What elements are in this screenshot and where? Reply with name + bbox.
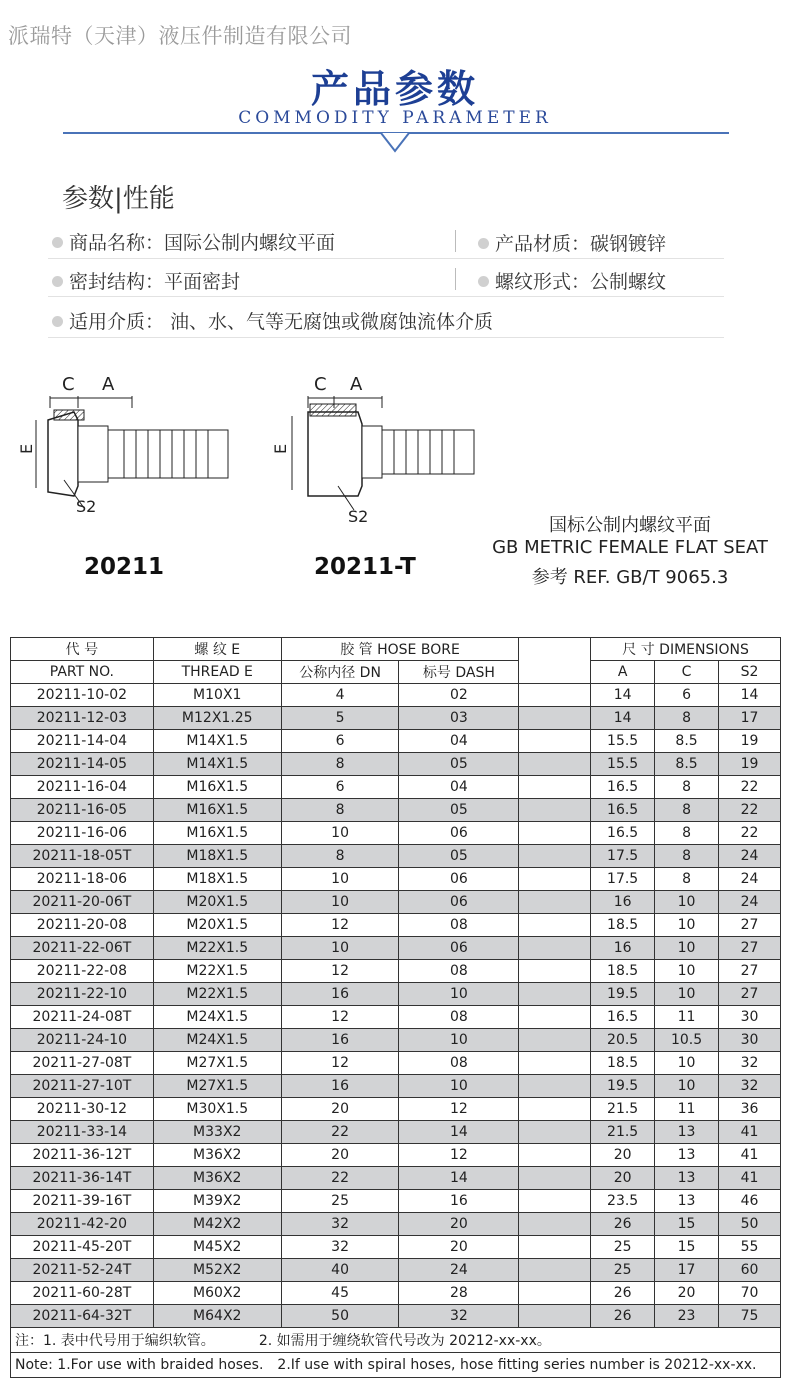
table-cell: 30 (719, 1029, 781, 1052)
table-cell: M10X1 (153, 684, 281, 707)
table-cell: 13 (655, 1190, 719, 1213)
table-cell: M42X2 (153, 1213, 281, 1236)
table-cell: 16.5 (591, 776, 655, 799)
table-cell: 20211-14-05 (11, 753, 154, 776)
table-cell: 16.5 (591, 1006, 655, 1029)
table-cell: 10 (655, 1075, 719, 1098)
table-cell: M16X1.5 (153, 799, 281, 822)
table-cell: 20211-36-14T (11, 1167, 154, 1190)
section-title: 参数|性能 (62, 184, 175, 214)
table-cell: 30 (719, 1006, 781, 1029)
table-cell: 20211-24-10 (11, 1029, 154, 1052)
table-cell: 26 (591, 1282, 655, 1305)
table-cell: 26 (591, 1305, 655, 1328)
bullet-icon (52, 237, 63, 248)
bullet-icon (52, 276, 63, 287)
table-cell: 8 (655, 822, 719, 845)
table-cell: 20.5 (591, 1029, 655, 1052)
header-thread-cn: 螺 纹 E (153, 638, 281, 661)
label-a: A (102, 374, 115, 395)
table-cell: 36 (719, 1098, 781, 1121)
label-s2: S2 (348, 507, 369, 526)
table-cell: 25 (281, 1190, 399, 1213)
table-row (11, 891, 781, 914)
table-cell: 27 (719, 914, 781, 937)
table-cell: 25 (591, 1236, 655, 1259)
table-row (11, 1052, 781, 1075)
table-cell: M20X1.5 (153, 891, 281, 914)
table-cell: M22X1.5 (153, 983, 281, 1006)
table-cell: 20 (399, 1213, 519, 1236)
table-cell: 05 (399, 845, 519, 868)
table-cell: 55 (719, 1236, 781, 1259)
table-cell: 17 (719, 707, 781, 730)
table-cell: 12 (281, 1006, 399, 1029)
table-cell: M20X1.5 (153, 914, 281, 937)
chevron-down-icon (379, 131, 411, 155)
table-cell: M22X1.5 (153, 937, 281, 960)
table-cell: 22 (719, 776, 781, 799)
table-row (11, 776, 781, 799)
standard-cn: 国标公制内螺纹平面 (549, 515, 711, 536)
table-cell: 04 (399, 776, 519, 799)
table-cell: 20211-24-08T (11, 1006, 154, 1029)
table-cell: 14 (399, 1121, 519, 1144)
table-cell: 27 (719, 983, 781, 1006)
table-cell: M36X2 (153, 1167, 281, 1190)
table-cell: M33X2 (153, 1121, 281, 1144)
table-cell: 20211-22-08 (11, 960, 154, 983)
table-cell: 10 (655, 960, 719, 983)
table-cell: 8.5 (655, 730, 719, 753)
table-row (11, 1167, 781, 1190)
table-cell: 22 (281, 1167, 399, 1190)
table-cell: 10 (281, 868, 399, 891)
label-e: E (271, 443, 290, 454)
header-hose: 胶 管 HOSE BORE (281, 638, 519, 661)
standard-ref: 参考 REF. GB/T 9065.3 (531, 567, 729, 588)
table-cell: 17 (655, 1259, 719, 1282)
table-cell: 8.5 (655, 753, 719, 776)
table-cell: 60 (719, 1259, 781, 1282)
table-cell: 15 (655, 1236, 719, 1259)
table-cell: 20 (281, 1144, 399, 1167)
table-row (11, 799, 781, 822)
table-cell: 8 (281, 799, 399, 822)
table-cell: M12X1.25 (153, 707, 281, 730)
table-cell: 06 (399, 937, 519, 960)
header-c: C (655, 661, 719, 684)
table-cell: 08 (399, 914, 519, 937)
table-cell: 18.5 (591, 914, 655, 937)
table-row (11, 983, 781, 1006)
table-cell: 05 (399, 799, 519, 822)
table-cell: M27X1.5 (153, 1075, 281, 1098)
table-cell: 10 (655, 914, 719, 937)
table-cell: 25 (591, 1259, 655, 1282)
table-cell: 02 (399, 684, 519, 707)
table-row (11, 914, 781, 937)
param-seal: 密封结构：平面密封 (52, 267, 240, 294)
page-subtitle: COMMODITY PARAMETER (238, 108, 552, 128)
table-cell: 08 (399, 1006, 519, 1029)
table-cell: 13 (655, 1121, 719, 1144)
table-row (11, 868, 781, 891)
dimension-table (10, 637, 781, 1378)
table-cell: 10 (399, 1075, 519, 1098)
table-row (11, 845, 781, 868)
table-cell: M39X2 (153, 1190, 281, 1213)
table-cell: 15 (655, 1213, 719, 1236)
table-cell: 24 (399, 1259, 519, 1282)
param-name: 商品名称：国际公制内螺纹平面 (52, 228, 335, 255)
company-name: 派瑞特（天津）液压件制造有限公司 (8, 24, 352, 48)
table-cell: M36X2 (153, 1144, 281, 1167)
page-title: 产品参数 (310, 67, 479, 111)
table-cell: 16 (591, 891, 655, 914)
table-cell: 70 (719, 1282, 781, 1305)
table-cell: 20211-18-05T (11, 845, 154, 868)
table-cell: 8 (655, 707, 719, 730)
table-cell: 75 (719, 1305, 781, 1328)
table-cell: 04 (399, 730, 519, 753)
header-a: A (591, 661, 655, 684)
table-cell: 10 (399, 1029, 519, 1052)
table-cell: 19 (719, 753, 781, 776)
table-row (11, 1075, 781, 1098)
table-cell: 27 (719, 937, 781, 960)
table-cell: 12 (399, 1144, 519, 1167)
table-cell: 8 (281, 845, 399, 868)
table-cell: 10 (281, 822, 399, 845)
table-cell: M27X1.5 (153, 1052, 281, 1075)
table-cell: 13 (655, 1167, 719, 1190)
table-cell: M16X1.5 (153, 776, 281, 799)
table-cell: 20211-45-20T (11, 1236, 154, 1259)
table-cell: 17.5 (591, 868, 655, 891)
bullet-icon (52, 316, 63, 327)
header-s2: S2 (719, 661, 781, 684)
table-cell: M16X1.5 (153, 822, 281, 845)
table-cell: 20211-12-03 (11, 707, 154, 730)
table-cell: 20 (591, 1167, 655, 1190)
table-cell: 10 (655, 937, 719, 960)
table-cell: 6 (655, 684, 719, 707)
table-cell: 5 (281, 707, 399, 730)
table-cell: 20211-16-06 (11, 822, 154, 845)
table-cell: 24 (719, 891, 781, 914)
table-cell: 22 (719, 822, 781, 845)
table-cell: 28 (399, 1282, 519, 1305)
table-cell: 14 (591, 684, 655, 707)
table-cell: 8 (655, 776, 719, 799)
table-row (11, 1236, 781, 1259)
table-row (11, 1213, 781, 1236)
table-cell: 50 (281, 1305, 399, 1328)
table-row (11, 937, 781, 960)
table-cell: 20211-52-24T (11, 1259, 154, 1282)
table-cell: 32 (281, 1213, 399, 1236)
table-cell: 12 (281, 1052, 399, 1075)
table-cell: 03 (399, 707, 519, 730)
table-cell: 20211-16-05 (11, 799, 154, 822)
table-row (11, 1144, 781, 1167)
table-cell: 46 (719, 1190, 781, 1213)
bullet-icon (478, 276, 489, 287)
table-cell: M52X2 (153, 1259, 281, 1282)
table-cell: 10 (655, 983, 719, 1006)
table-cell: 20211-30-12 (11, 1098, 154, 1121)
table-cell: M22X1.5 (153, 960, 281, 983)
table-cell: M18X1.5 (153, 845, 281, 868)
table-cell: 20211-33-14 (11, 1121, 154, 1144)
table-cell: 20211-27-08T (11, 1052, 154, 1075)
table-cell: 15.5 (591, 730, 655, 753)
table-cell: 14 (399, 1167, 519, 1190)
table-cell: 20211-27-10T (11, 1075, 154, 1098)
table-cell: 8 (655, 799, 719, 822)
header-thread-en: THREAD E (153, 661, 281, 684)
table-cell: 10 (281, 937, 399, 960)
table-cell: 41 (719, 1121, 781, 1144)
table-cell: 08 (399, 960, 519, 983)
table-cell: 50 (719, 1213, 781, 1236)
table-cell: M30X1.5 (153, 1098, 281, 1121)
header-dash: 标号 DASH (399, 661, 519, 684)
table-cell: 32 (399, 1305, 519, 1328)
table-cell: 10 (655, 1052, 719, 1075)
table-cell: 20211-36-12T (11, 1144, 154, 1167)
table-cell: 8 (655, 868, 719, 891)
note-en: Note: 1.For use with braided hoses. 2.If use with spiral hoses, hose fitting series number is 20212-xx-xx. (11, 1353, 781, 1378)
table-cell: M14X1.5 (153, 753, 281, 776)
label-c: C (62, 374, 75, 395)
table-cell: 16 (591, 937, 655, 960)
table-cell: 11 (655, 1006, 719, 1029)
table-cell: 16.5 (591, 799, 655, 822)
param-material: 产品材质：碳钢镀锌 (478, 229, 666, 256)
table-cell: 18.5 (591, 1052, 655, 1075)
header-code-en: PART NO. (11, 661, 154, 684)
table-cell: 19 (719, 730, 781, 753)
table-cell: 20211-20-06T (11, 891, 154, 914)
table-cell: 45 (281, 1282, 399, 1305)
table-cell: 22 (281, 1121, 399, 1144)
table-cell: 8 (655, 845, 719, 868)
table-cell: 11 (655, 1098, 719, 1121)
table-cell: 16 (281, 983, 399, 1006)
table-cell: 20211-64-32T (11, 1305, 154, 1328)
table-cell: 20211-60-28T (11, 1282, 154, 1305)
table-cell: 8 (281, 753, 399, 776)
table-cell: 21.5 (591, 1121, 655, 1144)
table-cell: 14 (591, 707, 655, 730)
label-e: E (17, 443, 36, 454)
table-row (11, 1029, 781, 1052)
table-row (11, 1282, 781, 1305)
table-cell: 23 (655, 1305, 719, 1328)
table-cell: 24 (719, 868, 781, 891)
table-cell: 20 (655, 1282, 719, 1305)
table-cell: 16 (281, 1075, 399, 1098)
table-cell: 20211-42-20 (11, 1213, 154, 1236)
table-cell: 20 (281, 1098, 399, 1121)
table-row (11, 1006, 781, 1029)
label-s2: S2 (76, 497, 97, 516)
table-row (11, 1098, 781, 1121)
table-cell: 20211-10-02 (11, 684, 154, 707)
table-cell: 12 (281, 960, 399, 983)
table-cell: 18.5 (591, 960, 655, 983)
table-cell: M24X1.5 (153, 1006, 281, 1029)
table-cell: 20211-22-06T (11, 937, 154, 960)
table-cell: M18X1.5 (153, 868, 281, 891)
table-cell: 40 (281, 1259, 399, 1282)
table-cell: 16 (281, 1029, 399, 1052)
table-row (11, 1305, 781, 1328)
label-a: A (350, 374, 363, 395)
table-cell: 06 (399, 822, 519, 845)
table-row (11, 684, 781, 707)
table-cell: 13 (655, 1144, 719, 1167)
table-cell: M64X2 (153, 1305, 281, 1328)
standard-en: GB METRIC FEMALE FLAT SEAT (492, 537, 768, 558)
table-cell: 22 (719, 799, 781, 822)
table-cell: 23.5 (591, 1190, 655, 1213)
table-row (11, 730, 781, 753)
bullet-icon (478, 238, 489, 249)
table-cell: 20211-22-10 (11, 983, 154, 1006)
label-c: C (314, 374, 327, 395)
note-cn: 注：1. 表中代号用于编织软管。 2. 如需用于缠绕软管代号改为 20212-xx-xx。 (11, 1328, 781, 1353)
table-cell: 20211-18-06 (11, 868, 154, 891)
fitting-drawing-20211 (14, 368, 254, 528)
table-cell: 05 (399, 753, 519, 776)
table-cell: 27 (719, 960, 781, 983)
table-cell: 20211-14-04 (11, 730, 154, 753)
fitting-drawing-20211-t (262, 368, 492, 528)
table-cell: 20 (399, 1236, 519, 1259)
table-row (11, 1190, 781, 1213)
table-cell: M60X2 (153, 1282, 281, 1305)
table-cell: 19.5 (591, 983, 655, 1006)
table-row (11, 1259, 781, 1282)
table-row (11, 822, 781, 845)
header-dn: 公称内径 DN (281, 661, 399, 684)
table-cell: M45X2 (153, 1236, 281, 1259)
table-cell: 4 (281, 684, 399, 707)
table-cell: 6 (281, 776, 399, 799)
table-row (11, 960, 781, 983)
table-cell: 16.5 (591, 822, 655, 845)
table-row (11, 1121, 781, 1144)
table-cell: 17.5 (591, 845, 655, 868)
table-cell: 16 (399, 1190, 519, 1213)
table-cell: 19.5 (591, 1075, 655, 1098)
table-cell: 20211-16-04 (11, 776, 154, 799)
table-cell: 32 (719, 1052, 781, 1075)
table-cell: 06 (399, 868, 519, 891)
param-medium: 适用介质： 油、水、气等无腐蚀或微腐蚀流体介质 (52, 307, 493, 334)
table-cell: 12 (281, 914, 399, 937)
model-20211: 20211 (84, 554, 165, 580)
table-cell: 12 (399, 1098, 519, 1121)
table-cell: 20211-39-16T (11, 1190, 154, 1213)
table-row (11, 753, 781, 776)
header-dim: 尺 寸 DIMENSIONS (591, 638, 781, 661)
model-20211-t: 20211-T (314, 554, 416, 580)
table-cell: 32 (719, 1075, 781, 1098)
table-cell: 10 (655, 891, 719, 914)
table-cell: 24 (719, 845, 781, 868)
header-code-cn: 代 号 (11, 638, 154, 661)
table-cell: 20 (591, 1144, 655, 1167)
table-cell: M24X1.5 (153, 1029, 281, 1052)
table-cell: 41 (719, 1144, 781, 1167)
param-thread: 螺纹形式：公制螺纹 (478, 267, 666, 294)
table-cell: 06 (399, 891, 519, 914)
table-cell: 26 (591, 1213, 655, 1236)
table-cell: 32 (281, 1236, 399, 1259)
table-cell: 10.5 (655, 1029, 719, 1052)
table-cell: 6 (281, 730, 399, 753)
table-cell: M14X1.5 (153, 730, 281, 753)
table-cell: 15.5 (591, 753, 655, 776)
table-cell: 08 (399, 1052, 519, 1075)
table-row (11, 707, 781, 730)
table-cell: 21.5 (591, 1098, 655, 1121)
table-cell: 10 (281, 891, 399, 914)
table-cell: 41 (719, 1167, 781, 1190)
table-cell: 14 (719, 684, 781, 707)
table-cell: 20211-20-08 (11, 914, 154, 937)
table-cell: 10 (399, 983, 519, 1006)
